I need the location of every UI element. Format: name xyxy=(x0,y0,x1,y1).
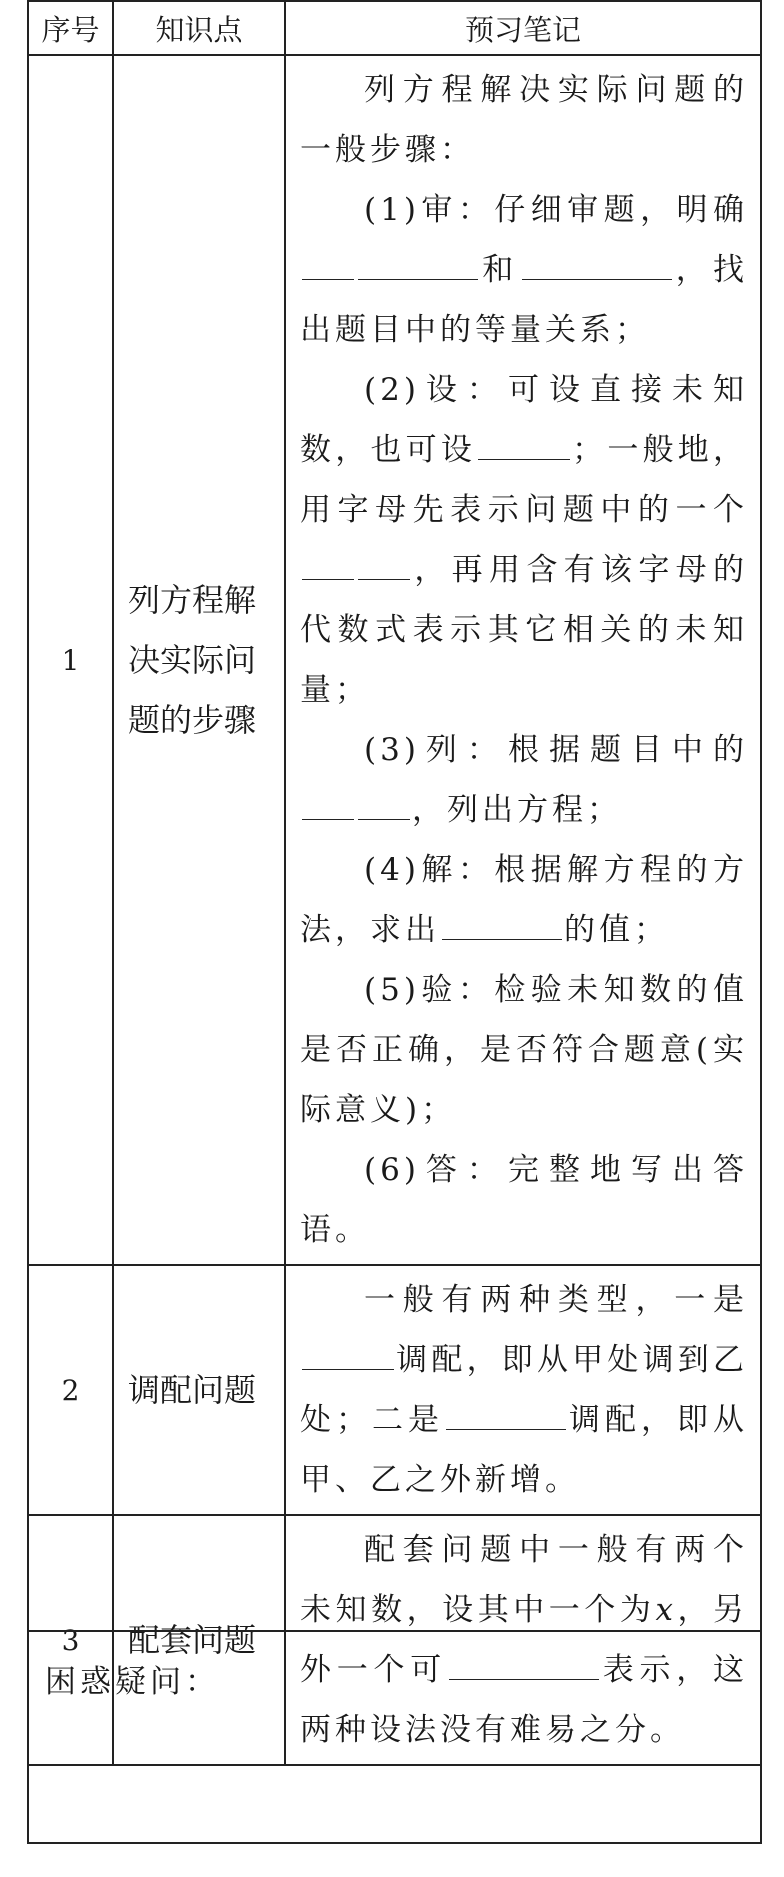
row-topic: 列方程解决实际问题的步骤 xyxy=(113,55,285,1265)
step-4 xyxy=(300,840,748,960)
matching-text-1: 配套问题中一般有两个未知数，设其中一个为 xyxy=(300,1532,748,1628)
row-number: 3 xyxy=(29,1515,113,1765)
table-row xyxy=(29,55,760,1265)
fill-blank[interactable] xyxy=(302,783,354,820)
row-topic: 配套问题 xyxy=(113,1515,285,1765)
step-2-tail: ，再用含有该字母的代数式表示其它相关的未知量； xyxy=(300,552,748,708)
header-preview-notes: 预习笔记 xyxy=(285,2,760,55)
header-index: 序号 xyxy=(29,2,113,55)
fill-blank[interactable] xyxy=(358,243,478,280)
step-1-and: 和 xyxy=(480,252,520,288)
matching-text-2: ，另外一个可 xyxy=(300,1592,749,1688)
step-1-text: (1)审：仔细审题，明确 xyxy=(364,192,748,228)
fill-blank[interactable] xyxy=(522,243,672,280)
notes-intro: 列方程解决实际问题的一般步骤： xyxy=(300,72,748,168)
preview-notes-table xyxy=(29,2,760,1766)
row-number: 2 xyxy=(29,1265,113,1515)
fill-blank[interactable] xyxy=(302,243,354,280)
step-2-text: (2)设：可设直接未知数，也可设 xyxy=(300,372,748,468)
row-notes xyxy=(285,1265,760,1515)
allocation-text-1: 一般有两种类型，一是 xyxy=(364,1282,748,1318)
doubts-section[interactable] xyxy=(29,1630,760,1842)
fill-blank[interactable] xyxy=(478,423,570,460)
step-2-mid: ；一般地，用字母先表示问题中的一个 xyxy=(300,432,749,528)
matching-text-3: 表示，这两种设法没有难易之分。 xyxy=(300,1652,748,1748)
fill-blank[interactable] xyxy=(302,1333,394,1370)
table-header-row xyxy=(29,2,760,55)
fill-blank[interactable] xyxy=(302,543,354,580)
step-5: (5)验：检验未知数的值是否正确，是否符合题意(实际意义)； xyxy=(300,972,748,1128)
step-3 xyxy=(300,720,748,840)
variable-x: x xyxy=(655,1592,677,1628)
allocation-notes xyxy=(300,1270,748,1510)
allocation-text-3: 调配，即从甲、乙之外新增。 xyxy=(300,1402,748,1498)
fill-blank[interactable] xyxy=(446,1393,566,1430)
fill-blank[interactable] xyxy=(358,543,410,580)
step-3-text: (3)列：根据题目中的 xyxy=(364,732,748,768)
row-topic: 调配问题 xyxy=(113,1265,285,1515)
step-1-tail: ，找出题目中的等量关系； xyxy=(300,252,748,348)
preview-table-sheet xyxy=(27,0,762,1844)
step-4-text: (4)解：根据解方程的方法，求出 xyxy=(300,852,748,948)
row-number: 1 xyxy=(29,55,113,1265)
step-1 xyxy=(300,180,748,360)
step-6: (6)答：完整地写出答语。 xyxy=(300,1152,748,1248)
allocation-text-2: 调配，即从甲处调到乙处；二是 xyxy=(300,1342,748,1438)
step-2 xyxy=(300,360,748,720)
fill-blank[interactable] xyxy=(442,903,562,940)
header-knowledge-point: 知识点 xyxy=(113,2,285,55)
fill-blank[interactable] xyxy=(358,783,410,820)
doubts-label: 困惑疑问： xyxy=(45,1664,220,1700)
step-4-tail: 的值； xyxy=(564,912,669,948)
step-3-tail: ，列出方程； xyxy=(412,792,622,828)
row-notes xyxy=(285,55,760,1265)
table-row xyxy=(29,1265,760,1515)
